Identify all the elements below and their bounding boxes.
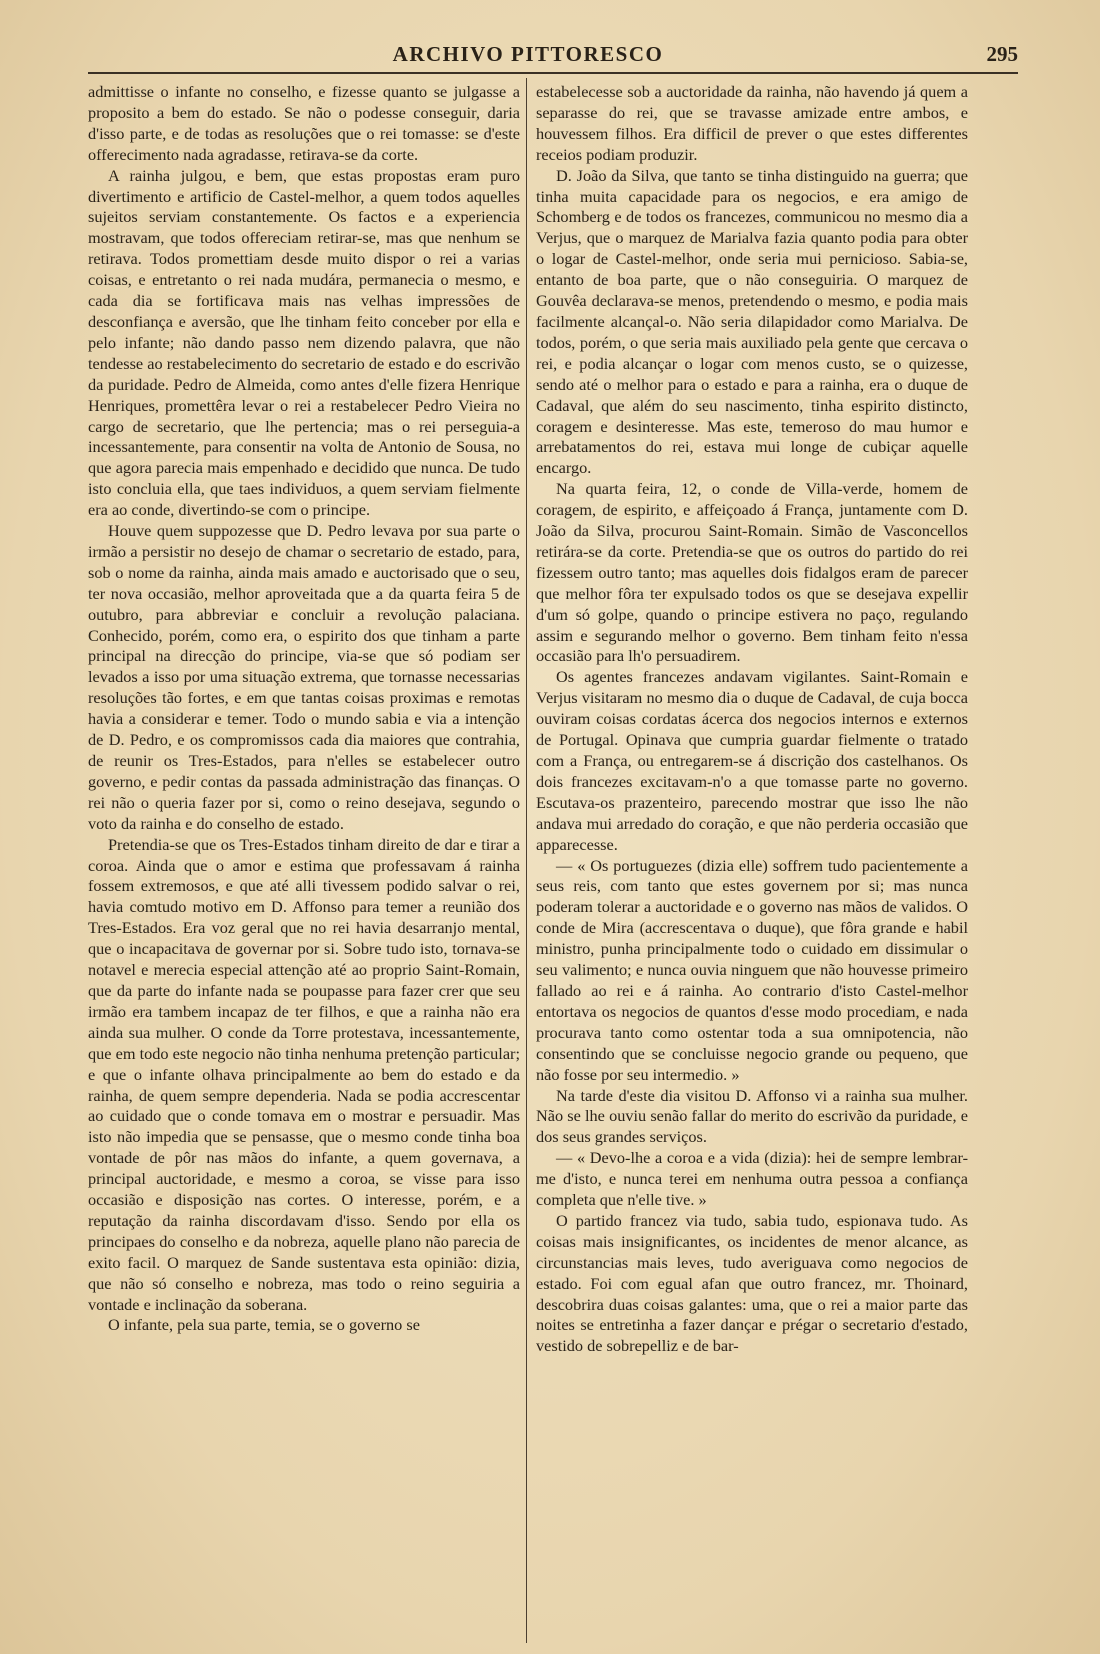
paragraph: D. João da Silva, que tanto se tinha distinguido na guerra; que tinha muita capacidade para os negocios, e era amigo de Schomberg e de todos os francezes, communicou no mesmo dia a Verjus, que o marquez de Marialva fazia quanto podia para obter o logar de Castel-melhor, onde seria mui pernicioso. Sabia-se, entanto de boa parte, que o não conseguiria. O marquez de Gouvêa declarava-se menos, pretendendo o mesmo, e podia mais facilmente alcançal-o. Não seria dilapidador como Marialva. De todos, porém, o que seria mais auxiliado pela gente que cercava o rei, e podia alcançar o logar com menos custo, se o quizesse, sendo até o melhor para o estado e para a rainha, era o duque de Cadaval, que além do seu nascimento, tinha espirito distincto, coragem e desinteresse. Mas este, temeroso do mau humor e arrebatamentos do rei, estava mui longe de cubiçar aquelle encargo. bbox=[536, 165, 968, 478]
column-divider bbox=[526, 78, 527, 1643]
paragraph: Houve quem suppozesse que D. Pedro levava por sua parte o irmão a persistir no desejo de chamar o secretario de estado, para, sob o nome da rainha, ainda mais amado e auctorisado que o seu, ter nova occasião, melhor aproveitada que a da quarta feira 5 de outubro, para abbreviar e concluir a revolução palaciana. Conhecido, porém, como era, o espirito dos que tinham a parte principal na direcção do principe, via-se que só podiam ser levados a isso por uma situação extrema, que tornasse necessarias resoluções tão fortes, e em que tantas coisas proximas e remotas havia a considerar e temer. Todo o mundo sabia e via a intenção de D. Pedro, e os compromissos cada dia maiores que contrahia, de reunir os Tres-Estados, para n'elles se estabelecer outro governo, e pedir contas da passada administração das finanças. O rei não o queria fazer por si, como o reino desejava, segundo o voto da rainha e do conselho de estado. bbox=[88, 521, 520, 833]
paragraph: — « Devo-lhe a coroa e a vida (dizia): hei de sempre lembrar-me d'isto, e nunca terei em nenhuma outra pessoa a confiança completa que n'elle tive. » bbox=[536, 1148, 968, 1210]
journal-title: ARCHIVO PITTORESCO bbox=[392, 42, 664, 66]
paragraph: O partido francez via tudo, sabia tudo, espionava tudo. As coisas mais insignificantes, os incidentes de menor alcance, as circunstancias mais leves, tudo averiguava como negocios de estado. Foi com egual afan que outro francez, mr. Thoinard, descobrira duas coisas galantes: uma, que o rei a maior parte das noites se entretinha a fazer dançar e prégar o secretario d'estado, vestido de sobrepelliz e de bar- bbox=[536, 1210, 968, 1356]
running-header bbox=[88, 38, 1018, 74]
paragraph: admittisse o infante no conselho, e fizesse quanto se julgasse a proposito a bem do estado. Se não o podesse conseguir, daria d'isso parte, e de todas as resoluções que o rei tomasse: se d'este offerecimento nada agradasse, retirava-se da corte. bbox=[88, 82, 520, 164]
page-number: 295 bbox=[986, 42, 1018, 66]
left-column bbox=[88, 82, 520, 1642]
paragraph: A rainha julgou, e bem, que estas propostas eram puro divertimento e artificio de Castel-melhor, a quem todos aquelles sujeitos serviam constantemente. Os factos e a experiencia mostravam, que todos offereciam retirar-se, mas que nenhum se retirava. Todos promettiam desde muito dispor o rei a varias coisas, e entretanto o rei nada mudára, permanecia o mesmo, e cada dia se fortificava mais nas velhas impressões de desconfiança e aversão, que lhe tinham feito conceber por ella e pelo infante; não dando passo nem dizendo palavra, que não tendesse ao restabelecimento do secretario de estado e do escrivão da puridade. Pedro de Almeida, como antes d'elle fizera Henrique Henriques, promettêra levar o rei a restabelecer Pedro Vieira no cargo de secretario, que lhe pertencia; mas o rei perseguia-a incessantemente, para consentir na volta de Antonio de Sousa, no que agora parecia mais empenhado e decidido que nunca. De tudo isto concluia ella, que taes individuos, a quem serviam fielmente era ao conde, divertindo-se com o principe. bbox=[88, 165, 520, 520]
paragraph: Os agentes francezes andavam vigilantes. Saint-Romain e Verjus visitaram no mesmo dia o duque de Cadaval, de cuja bocca ouviram coisas cordatas ácerca dos negocios internos e externos de Portugal. Opinava que cumpria guardar fielmente o tratado com a França, ou entregarem-se á discrição dos castelhanos. Os dois francezes excitavam-n'o a que tomasse parte no governo. Escutava-os prazenteiro, parecendo mostrar que isso lhe não andava mui arredado do coração, e que não perderia occasião que apparecesse. bbox=[536, 667, 968, 854]
paragraph: Pretendia-se que os Tres-Estados tinham direito de dar e tirar a coroa. Ainda que o amor e estima que professavam á rainha fossem extremosos, e que até alli tivessem podido salvar o rei, havia comtudo motivo em D. Affonso para temer a reunião dos Tres-Estados. Era voz geral que no rei havia desarranjo mental, que o incapacitava de governar por si. Sobre tudo isto, tornava-se notavel e merecia especial attenção até ao proprio Saint-Romain, que da parte do infante nada se poupasse para fazer crer que seu irmão era tambem incapaz de ter filhos, e que a rainha não era ainda sua mulher. O conde da Torre protestava, incessantemente, que em todo este negocio não tinha nenhuma pretenção particular; e que o infante olhava principalmente ao bem do estado e da rainha, de quem sempre dependeria. Nada se podia accrescentar ao cuidado que o conde tomava em o mostrar e persuadir. Mas isto não impedia que se pensasse, que o mesmo conde tinha boa vontade de pôr nas mãos do infante, a quem governava, a principal auctoridade, e mesmo a coroa, se visse para isso occasião e disposição nas cortes. O interesse, porém, e a reputação da rainha discordavam d'isso. Sendo por ella os principaes do conselho e da nobreza, aquelle plano não parecia de exito facil. O marquez de Sande sustentava esta opinião: dizia, que não só conselho e nobreza, mas todo o reino seguiria a vontade e inclinação da soberana. bbox=[88, 834, 520, 1314]
paragraph: — « Os portuguezes (dizia elle) soffrem tudo pacientemente a seus reis, com tanto que estes governem por si; mas nunca poderam tolerar a auctoridade e o governo nas mãos de validos. O conde de Mira (accrescentava o duque), que fôra grande e habil ministro, punha principalmente todo o cuidado em dissimular o seu valimento; e nunca ouvia ninguem que não houvesse primeiro fallado ao rei e á rainha. Ao contrario d'isto Castel-melhor entortava os negocios de quantos d'esse modo procediam, e nada procurava tanto como ostentar toda a sua omnipotencia, não consentindo que se concluisse negocio grande ou pequeno, que não fosse por seu intermedio. » bbox=[536, 855, 968, 1084]
right-column bbox=[536, 82, 968, 1642]
header-rule bbox=[88, 72, 1018, 74]
paragraph: Na quarta feira, 12, o conde de Villa-verde, homem de coragem, de espirito, e affeiçoado á França, juntamente com D. João da Silva, procurou Saint-Romain. Simão de Vasconcellos retirára-se da corte. Pretendia-se que os outros do partido do rei fizessem outro tanto; mas aquelles dois fidalgos eram de parecer que melhor fôra ter expulsado todos os que se desejava expellir d'um só golpe, quando o principe estivera no paço, regulando assim e segurando melhor o governo. Bem tinham feito n'essa occasião para lh'o persuadirem. bbox=[536, 479, 968, 666]
paragraph: estabelecesse sob a auctoridade da rainha, não havendo já quem a separasse do rei, que se travasse amizade entre ambos, e houvessem filhos. Era difficil de prever o que estes differentes receios podiam produzir. bbox=[536, 82, 968, 164]
paragraph: O infante, pela sua parte, temia, se o governo se bbox=[108, 1315, 420, 1335]
paragraph: Na tarde d'este dia visitou D. Affonso vi a rainha sua mulher. Não se lhe ouviu senão fallar do merito do escrivão da puridade, e dos seus grandes serviços. bbox=[536, 1085, 968, 1147]
